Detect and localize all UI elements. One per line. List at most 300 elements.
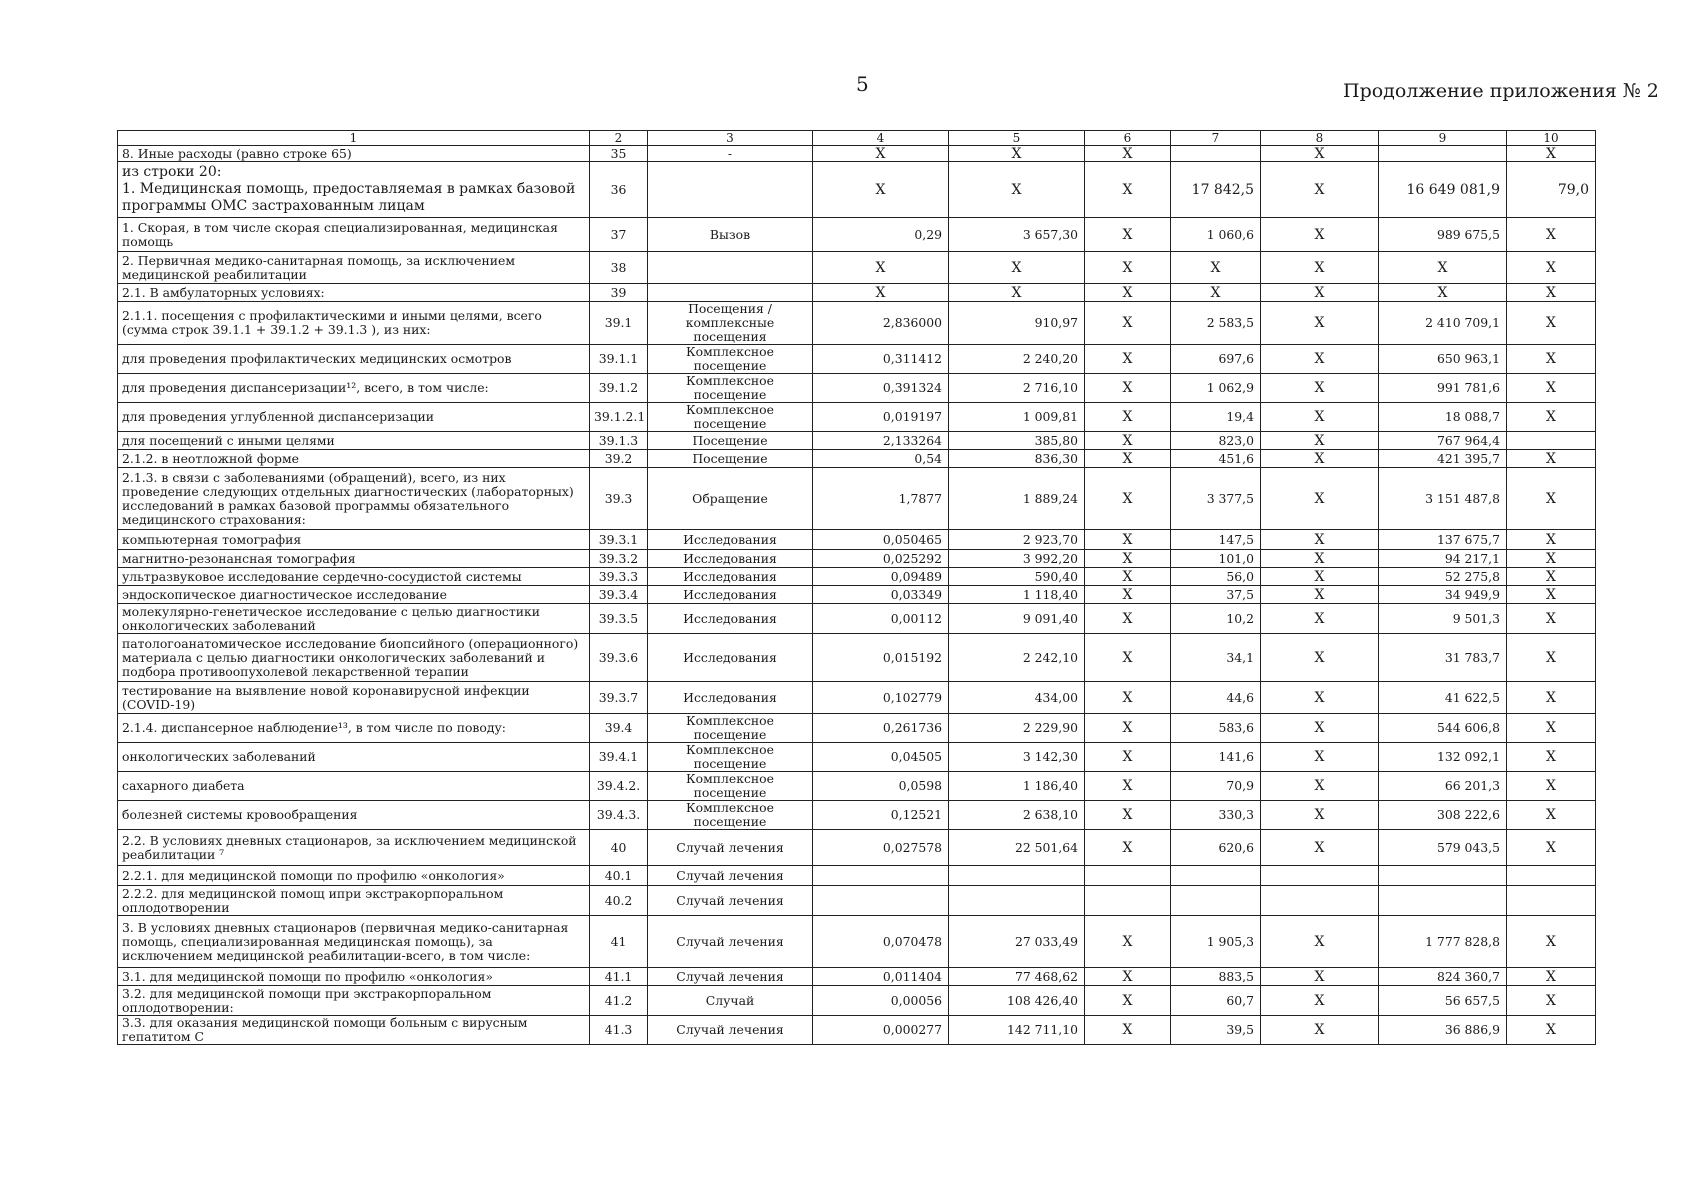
cell-c10: X: [1507, 218, 1596, 252]
cell-code: 39.2: [590, 450, 648, 468]
cell-c6: X: [1085, 801, 1171, 830]
cell-c10: X: [1507, 916, 1596, 968]
column-header-3: 3: [648, 131, 813, 146]
cell-c6: X: [1085, 634, 1171, 682]
cell-c5: 385,80: [949, 432, 1085, 450]
cell-c6: [1085, 886, 1171, 916]
cell-label: 2.2. В условиях дневных стационаров, за исключением медицинской реабилитации ⁷: [118, 830, 590, 866]
cell-c10: X: [1507, 586, 1596, 604]
cell-c9: 991 781,6: [1379, 374, 1507, 403]
cell-c5: 22 501,64: [949, 830, 1085, 866]
column-header-4: 4: [813, 131, 949, 146]
cell-c7: 883,5: [1171, 968, 1261, 986]
cell-c10: X: [1507, 830, 1596, 866]
cell-label: 2.1.2. в неотложной форме: [118, 450, 590, 468]
cell-c5: 1 009,81: [949, 403, 1085, 432]
cell-unit: Посещение: [648, 432, 813, 450]
table-row: [118, 530, 1596, 550]
cell-c7: 697,6: [1171, 345, 1261, 374]
cell-c8: X: [1261, 772, 1379, 801]
cell-c9: 767 964,4: [1379, 432, 1507, 450]
cell-c9: 544 606,8: [1379, 714, 1507, 743]
cell-c4: 2,836000: [813, 302, 949, 345]
cell-c7: 37,5: [1171, 586, 1261, 604]
cell-c4: 0,311412: [813, 345, 949, 374]
cell-unit: Случай лечения: [648, 968, 813, 986]
table-row: [118, 550, 1596, 568]
cell-c8: X: [1261, 682, 1379, 714]
cell-c8: X: [1261, 1016, 1379, 1045]
cell-c4: 0,03349: [813, 586, 949, 604]
cell-c4: 2,133264: [813, 432, 949, 450]
table-row: [118, 374, 1596, 403]
cell-c9: 41 622,5: [1379, 682, 1507, 714]
cell-c5: X: [949, 284, 1085, 302]
cell-c5: 590,40: [949, 568, 1085, 586]
cell-c5: 108 426,40: [949, 986, 1085, 1016]
table-row: [118, 432, 1596, 450]
cell-c5: 1 118,40: [949, 586, 1085, 604]
cell-c8: X: [1261, 146, 1379, 162]
table-body: [118, 146, 1596, 1045]
cell-c5: 2 240,20: [949, 345, 1085, 374]
cell-c5: 910,97: [949, 302, 1085, 345]
cell-c10: X: [1507, 146, 1596, 162]
cell-c6: X: [1085, 743, 1171, 772]
cell-unit: Исследования: [648, 530, 813, 550]
cell-c4: X: [813, 284, 949, 302]
cell-c9: [1379, 886, 1507, 916]
cell-c6: X: [1085, 1016, 1171, 1045]
cell-c9: 34 949,9: [1379, 586, 1507, 604]
column-header-5: 5: [949, 131, 1085, 146]
cell-c10: X: [1507, 252, 1596, 284]
cell-c5: 27 033,49: [949, 916, 1085, 968]
cell-c10: X: [1507, 345, 1596, 374]
cell-label: онкологических заболеваний: [118, 743, 590, 772]
table-row: [118, 714, 1596, 743]
cell-c6: X: [1085, 604, 1171, 634]
cell-c10: 79,0: [1507, 162, 1596, 218]
cell-c8: X: [1261, 604, 1379, 634]
table-row: [118, 403, 1596, 432]
table-row: [118, 634, 1596, 682]
table-row: [118, 830, 1596, 866]
cell-label: для посещений с иными целями: [118, 432, 590, 450]
cell-c9: 824 360,7: [1379, 968, 1507, 986]
cell-c6: X: [1085, 714, 1171, 743]
cell-unit: Случай: [648, 986, 813, 1016]
table-row: [118, 682, 1596, 714]
cell-code: 39.3.1: [590, 530, 648, 550]
cell-label: эндоскопическое диагностическое исследование: [118, 586, 590, 604]
cell-c6: [1085, 866, 1171, 886]
cell-c6: X: [1085, 550, 1171, 568]
cell-c5: 77 468,62: [949, 968, 1085, 986]
cell-c7: X: [1171, 284, 1261, 302]
cell-c10: X: [1507, 530, 1596, 550]
cell-c9: 132 092,1: [1379, 743, 1507, 772]
cell-c8: X: [1261, 432, 1379, 450]
cell-c7: [1171, 146, 1261, 162]
cell-c10: X: [1507, 682, 1596, 714]
table-row: [118, 886, 1596, 916]
cell-c6: X: [1085, 403, 1171, 432]
cell-c10: X: [1507, 568, 1596, 586]
cell-c8: X: [1261, 450, 1379, 468]
cell-c7: 1 905,3: [1171, 916, 1261, 968]
cell-c9: 308 222,6: [1379, 801, 1507, 830]
cell-unit: Комплексное посещение: [648, 714, 813, 743]
cell-c8: X: [1261, 302, 1379, 345]
cell-c8: X: [1261, 218, 1379, 252]
cell-c5: 3 992,20: [949, 550, 1085, 568]
cell-c4: X: [813, 162, 949, 218]
cell-c4: [813, 866, 949, 886]
cell-code: 37: [590, 218, 648, 252]
cell-unit: Посещение: [648, 450, 813, 468]
cell-c8: X: [1261, 284, 1379, 302]
cell-c6: X: [1085, 586, 1171, 604]
cell-unit: Комплексное посещение: [648, 801, 813, 830]
cell-unit: Исследования: [648, 586, 813, 604]
cell-code: 39.4.2.: [590, 772, 648, 801]
cell-code: 39.1.1: [590, 345, 648, 374]
cell-c10: X: [1507, 302, 1596, 345]
cell-c10: X: [1507, 968, 1596, 986]
table-row: [118, 162, 1596, 218]
cell-c5: 2 716,10: [949, 374, 1085, 403]
cell-c7: 17 842,5: [1171, 162, 1261, 218]
cell-c9: 3 151 487,8: [1379, 468, 1507, 530]
cell-c5: X: [949, 252, 1085, 284]
cell-c4: 0,0598: [813, 772, 949, 801]
cell-unit: Комплексное посещение: [648, 772, 813, 801]
cell-code: 39.1.2.1: [590, 403, 648, 432]
cell-c7: 620,6: [1171, 830, 1261, 866]
cell-label: патологоанатомическое исследование биопсийного (операционного) материала с целью диагностики онкологических заболеваний и подбора противоопухолевой лекарственной терапии: [118, 634, 590, 682]
cell-c4: 0,025292: [813, 550, 949, 568]
cell-c7: 44,6: [1171, 682, 1261, 714]
cell-unit: Обращение: [648, 468, 813, 530]
cell-code: 41: [590, 916, 648, 968]
cell-c10: X: [1507, 714, 1596, 743]
cell-c7: 583,6: [1171, 714, 1261, 743]
cell-c8: X: [1261, 801, 1379, 830]
cell-c6: X: [1085, 218, 1171, 252]
cell-code: 39.3.3: [590, 568, 648, 586]
table-row: [118, 1016, 1596, 1045]
table-row: [118, 146, 1596, 162]
cell-unit: Вызов: [648, 218, 813, 252]
cell-c6: X: [1085, 162, 1171, 218]
cell-c7: 1 062,9: [1171, 374, 1261, 403]
cell-c10: X: [1507, 772, 1596, 801]
cell-code: 41.2: [590, 986, 648, 1016]
cell-c8: X: [1261, 986, 1379, 1016]
cell-c7: 823,0: [1171, 432, 1261, 450]
table-row: [118, 916, 1596, 968]
cell-c10: [1507, 866, 1596, 886]
cell-c9: 16 649 081,9: [1379, 162, 1507, 218]
cell-c4: 0,070478: [813, 916, 949, 968]
cell-unit: Исследования: [648, 634, 813, 682]
cell-c6: X: [1085, 432, 1171, 450]
cell-c5: 9 091,40: [949, 604, 1085, 634]
cell-c9: 650 963,1: [1379, 345, 1507, 374]
cell-c5: 3 142,30: [949, 743, 1085, 772]
table-row: [118, 345, 1596, 374]
cell-c5: 434,00: [949, 682, 1085, 714]
cell-c4: 0,54: [813, 450, 949, 468]
cell-c4: 1,7877: [813, 468, 949, 530]
cell-c8: X: [1261, 568, 1379, 586]
column-header-1: 1: [118, 131, 590, 146]
cell-c5: 2 229,90: [949, 714, 1085, 743]
cell-unit: Случай лечения: [648, 886, 813, 916]
cell-label: 3.2. для медицинской помощи при экстракорпоральном оплодотворении:: [118, 986, 590, 1016]
cell-c8: X: [1261, 403, 1379, 432]
cell-code: 35: [590, 146, 648, 162]
cell-c6: X: [1085, 302, 1171, 345]
cell-c9: 421 395,7: [1379, 450, 1507, 468]
cell-c10: X: [1507, 743, 1596, 772]
cell-code: 38: [590, 252, 648, 284]
cell-c6: X: [1085, 568, 1171, 586]
cell-label: 3.1. для медицинской помощи по профилю «онкология»: [118, 968, 590, 986]
cell-c8: X: [1261, 586, 1379, 604]
cell-c10: X: [1507, 986, 1596, 1016]
table-row: [118, 586, 1596, 604]
cell-c7: 39,5: [1171, 1016, 1261, 1045]
cell-code: 39.3.4: [590, 586, 648, 604]
cell-label: для проведения профилактических медицинских осмотров: [118, 345, 590, 374]
cell-c6: X: [1085, 986, 1171, 1016]
cell-code: 40.2: [590, 886, 648, 916]
cell-c7: 56,0: [1171, 568, 1261, 586]
cell-label: 2.2.2. для медицинской помощ ипри экстракорпоральном оплодотворении: [118, 886, 590, 916]
cell-code: 41.1: [590, 968, 648, 986]
cell-c8: X: [1261, 374, 1379, 403]
cell-c4: 0,102779: [813, 682, 949, 714]
cell-label: 2.1.3. в связи с заболеваниями (обращений), всего, из них проведение следующих отдельных диагностических (лабораторных) исследований в рамках базовой программы обязательного медицинского страхования:: [118, 468, 590, 530]
cell-c9: X: [1379, 252, 1507, 284]
cell-c6: X: [1085, 468, 1171, 530]
cell-label: болезней системы кровообращения: [118, 801, 590, 830]
cell-unit: Исследования: [648, 682, 813, 714]
cell-c10: [1507, 432, 1596, 450]
cell-c6: X: [1085, 530, 1171, 550]
cell-c7: 10,2: [1171, 604, 1261, 634]
cell-c6: X: [1085, 772, 1171, 801]
cell-code: 40: [590, 830, 648, 866]
cell-c6: X: [1085, 450, 1171, 468]
cell-c4: X: [813, 146, 949, 162]
cell-label: 3. В условиях дневных стационаров (первичная медико-санитарная помощь, специализированная медицинская помощь), за исключением медицинской реабилитации-всего, в том числе:: [118, 916, 590, 968]
cell-c9: 36 886,9: [1379, 1016, 1507, 1045]
cell-unit: Случай лечения: [648, 830, 813, 866]
cell-c9: 2 410 709,1: [1379, 302, 1507, 345]
column-header-9: 9: [1379, 131, 1507, 146]
cell-c6: X: [1085, 830, 1171, 866]
column-number-row: [118, 131, 1596, 146]
cell-c4: 0,261736: [813, 714, 949, 743]
cell-c9: 989 675,5: [1379, 218, 1507, 252]
cell-c8: X: [1261, 743, 1379, 772]
cell-label: 2.1.4. диспансерное наблюдение¹³, в том числе по поводу:: [118, 714, 590, 743]
cell-code: 39.4.3.: [590, 801, 648, 830]
cell-label: молекулярно-генетическое исследование с целью диагностики онкологических заболеваний: [118, 604, 590, 634]
cell-label: 2.2.1. для медицинской помощи по профилю «онкология»: [118, 866, 590, 886]
cell-unit: Исследования: [648, 568, 813, 586]
cell-unit: Случай лечения: [648, 1016, 813, 1045]
table-row: [118, 801, 1596, 830]
cell-c9: 31 783,7: [1379, 634, 1507, 682]
cell-code: 40.1: [590, 866, 648, 886]
cell-unit: Исследования: [648, 604, 813, 634]
cell-unit: Комплексное посещение: [648, 403, 813, 432]
cell-c9: [1379, 146, 1507, 162]
cell-c7: 70,9: [1171, 772, 1261, 801]
cell-c9: 94 217,1: [1379, 550, 1507, 568]
cell-label: 8. Иные расходы (равно строке 65): [118, 146, 590, 162]
cell-c8: X: [1261, 714, 1379, 743]
cell-label: 2.1. В амбулаторных условиях:: [118, 284, 590, 302]
cell-c10: X: [1507, 284, 1596, 302]
cell-c6: X: [1085, 968, 1171, 986]
cell-c8: X: [1261, 530, 1379, 550]
cell-code: 39.1.3: [590, 432, 648, 450]
cell-label: сахарного диабета: [118, 772, 590, 801]
cell-unit: Комплексное посещение: [648, 345, 813, 374]
cell-c10: X: [1507, 604, 1596, 634]
cell-c4: 0,015192: [813, 634, 949, 682]
cell-code: 39.3: [590, 468, 648, 530]
cell-label: 2.1.1. посещения с профилактическими и иными целями, всего (сумма строк 39.1.1 + 39.1.2 + 39.1.3 ), из них:: [118, 302, 590, 345]
cell-c7: 19,4: [1171, 403, 1261, 432]
page-number: 5: [856, 72, 869, 96]
cell-c4: 0,019197: [813, 403, 949, 432]
cell-label: 3.3. для оказания медицинской помощи больным с вирусным гепатитом С: [118, 1016, 590, 1045]
cell-unit: Комплексное посещение: [648, 743, 813, 772]
cell-unit: Комплексное посещение: [648, 374, 813, 403]
cell-unit: [648, 284, 813, 302]
cell-c6: X: [1085, 252, 1171, 284]
cell-c8: [1261, 886, 1379, 916]
cell-c10: X: [1507, 468, 1596, 530]
cell-c9: 9 501,3: [1379, 604, 1507, 634]
cell-c8: X: [1261, 968, 1379, 986]
financing-table: [117, 130, 1596, 1045]
cell-c10: [1507, 886, 1596, 916]
cell-c7: [1171, 886, 1261, 916]
table-row: [118, 968, 1596, 986]
cell-c4: 0,027578: [813, 830, 949, 866]
cell-c7: 141,6: [1171, 743, 1261, 772]
cell-c8: X: [1261, 550, 1379, 568]
cell-code: 39: [590, 284, 648, 302]
cell-c4: X: [813, 252, 949, 284]
table-row: [118, 450, 1596, 468]
cell-c9: 137 675,7: [1379, 530, 1507, 550]
cell-c4: 0,391324: [813, 374, 949, 403]
cell-code: 41.3: [590, 1016, 648, 1045]
table-row: [118, 302, 1596, 345]
cell-c5: [949, 866, 1085, 886]
cell-c9: 579 043,5: [1379, 830, 1507, 866]
cell-code: 36: [590, 162, 648, 218]
cell-c4: 0,00112: [813, 604, 949, 634]
cell-c6: X: [1085, 345, 1171, 374]
cell-c8: [1261, 866, 1379, 886]
cell-unit: Случай лечения: [648, 916, 813, 968]
cell-c9: X: [1379, 284, 1507, 302]
column-header-10: 10: [1507, 131, 1596, 146]
cell-c4: 0,04505: [813, 743, 949, 772]
table-row: [118, 252, 1596, 284]
cell-c9: 56 657,5: [1379, 986, 1507, 1016]
cell-c7: 2 583,5: [1171, 302, 1261, 345]
appendix-continuation-note: Продолжение приложения № 2: [1343, 80, 1659, 102]
cell-label: тестирование на выявление новой коронавирусной инфекции (COVID-19): [118, 682, 590, 714]
table-row: [118, 284, 1596, 302]
cell-c9: 66 201,3: [1379, 772, 1507, 801]
cell-label: 2. Первичная медико-санитарная помощь, за исключением медицинской реабилитации: [118, 252, 590, 284]
cell-c7: [1171, 866, 1261, 886]
cell-c8: X: [1261, 634, 1379, 682]
cell-c5: 836,30: [949, 450, 1085, 468]
cell-unit: Исследования: [648, 550, 813, 568]
cell-c7: 147,5: [1171, 530, 1261, 550]
cell-c7: 34,1: [1171, 634, 1261, 682]
column-header-8: 8: [1261, 131, 1379, 146]
cell-label: магнитно-резонансная томография: [118, 550, 590, 568]
cell-c10: X: [1507, 450, 1596, 468]
cell-code: 39.4: [590, 714, 648, 743]
cell-c4: 0,050465: [813, 530, 949, 550]
table-row: [118, 568, 1596, 586]
cell-c8: X: [1261, 468, 1379, 530]
cell-label: из строки 20: 1. Медицинская помощь, предоставляемая в рамках базовой программы ОМС застрахованным лицам: [118, 162, 590, 218]
cell-c8: X: [1261, 162, 1379, 218]
cell-code: 39.4.1: [590, 743, 648, 772]
cell-c10: X: [1507, 550, 1596, 568]
cell-code: 39.3.7: [590, 682, 648, 714]
column-header-2: 2: [590, 131, 648, 146]
cell-c9: [1379, 866, 1507, 886]
cell-c6: X: [1085, 374, 1171, 403]
cell-c6: X: [1085, 682, 1171, 714]
cell-c4: 0,00056: [813, 986, 949, 1016]
cell-label: компьютерная томография: [118, 530, 590, 550]
cell-code: 39.3.5: [590, 604, 648, 634]
cell-c7: 60,7: [1171, 986, 1261, 1016]
cell-c9: 52 275,8: [1379, 568, 1507, 586]
cell-c4: 0,000277: [813, 1016, 949, 1045]
cell-c4: [813, 886, 949, 916]
cell-c8: X: [1261, 345, 1379, 374]
cell-unit: Посещения / комплексные посещения: [648, 302, 813, 345]
cell-label: для проведения углубленной диспансеризации: [118, 403, 590, 432]
cell-c5: X: [949, 162, 1085, 218]
cell-c10: X: [1507, 1016, 1596, 1045]
cell-code: 39.3.6: [590, 634, 648, 682]
table-row: [118, 743, 1596, 772]
cell-c7: 1 060,6: [1171, 218, 1261, 252]
cell-c4: 0,12521: [813, 801, 949, 830]
cell-label: 1. Скорая, в том числе скорая специализированная, медицинская помощь: [118, 218, 590, 252]
table-row: [118, 218, 1596, 252]
